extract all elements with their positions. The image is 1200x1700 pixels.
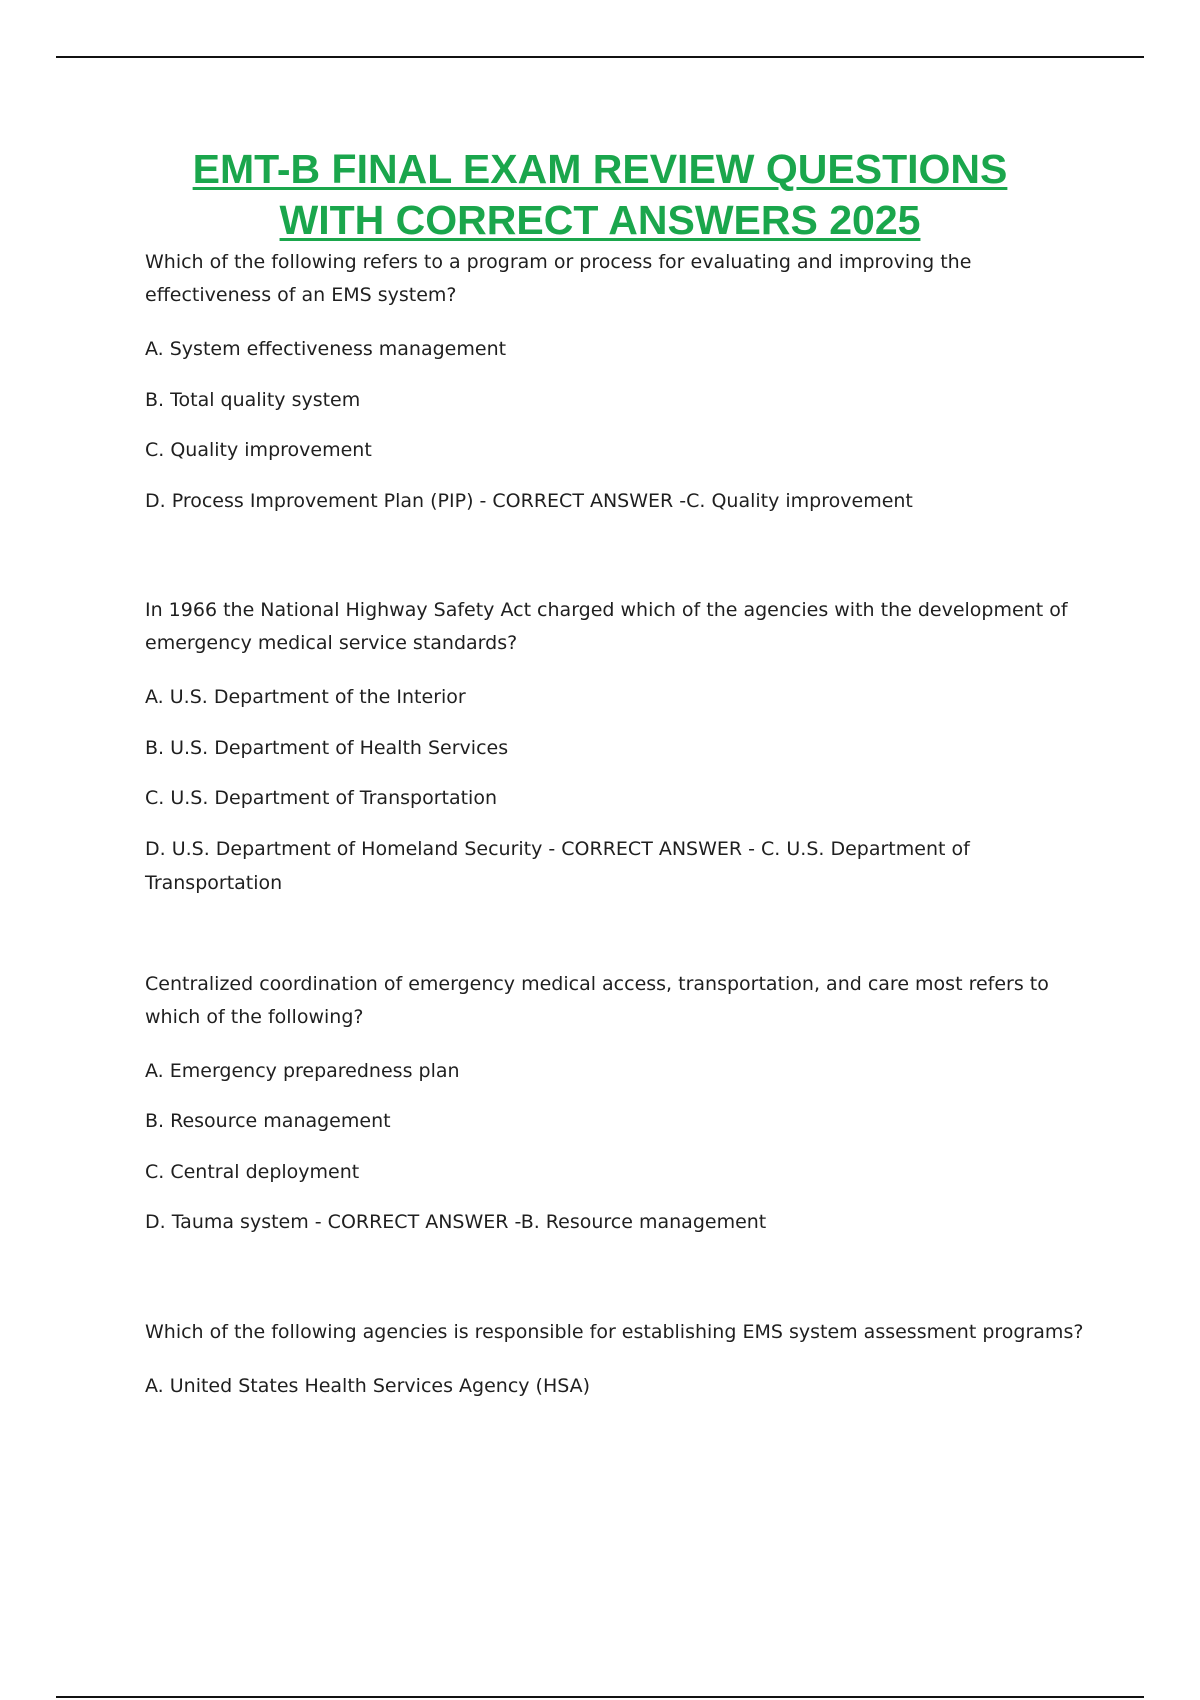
answer-option-c: C. U.S. Department of Transportation [145,787,497,809]
answer-option-d: D. Process Improvement Plan (PIP) - CORRECT ANSWER -C. Quality improvement [145,489,913,512]
answer-option-b: B. Resource management [145,1110,391,1132]
question-block-1 [145,246,1090,526]
answer-option-b: B. U.S. Department of Health Services [145,736,509,759]
title-line-1: EMT-B FINAL EXAM REVIEW QUESTIONS [192,146,1008,192]
question-text: In 1966 the National Highway Safety Act charged which of the agencies with the development of emergency medical service standards? [145,599,1068,654]
answer-option-a: A. Emergency preparedness plan [145,1059,460,1082]
question-block-2 [145,594,1090,900]
top-divider [56,56,1144,58]
answer-option-b: B. Total quality system [145,388,361,411]
answer-option-c: C. Central deployment [145,1160,360,1183]
question-text: Which of the following refers to a program or process for evaluating and improving the effectiveness of an EMS system? [145,251,972,306]
question-block-4 [145,1316,1090,1412]
answer-option-a: A. System effectiveness management [145,338,507,360]
question-text: Centralized coordination of emergency medical access, transportation, and care most refers to which of the following? [145,972,1049,1028]
answer-option-a: A. U.S. Department of the Interior [145,686,466,708]
page-title [80,144,1120,246]
answer-option-d: D. Tauma system - CORRECT ANSWER -B. Resource management [145,1211,767,1233]
answer-option-d: D. U.S. Department of Homeland Security - CORRECT ANSWER - C. U.S. Department of Transportation [145,837,970,894]
answer-option-c: C. Quality improvement [145,439,372,461]
question-list [145,246,1090,1411]
question-text: Which of the following agencies is responsible for establishing EMS system assessment programs? [145,1320,1084,1343]
answer-option-a: A. United States Health Services Agency (HSA) [145,1374,591,1397]
bottom-divider [56,1696,1144,1698]
title-line-2: WITH CORRECT ANSWERS 2025 [279,197,921,243]
question-block-3 [145,968,1090,1248]
